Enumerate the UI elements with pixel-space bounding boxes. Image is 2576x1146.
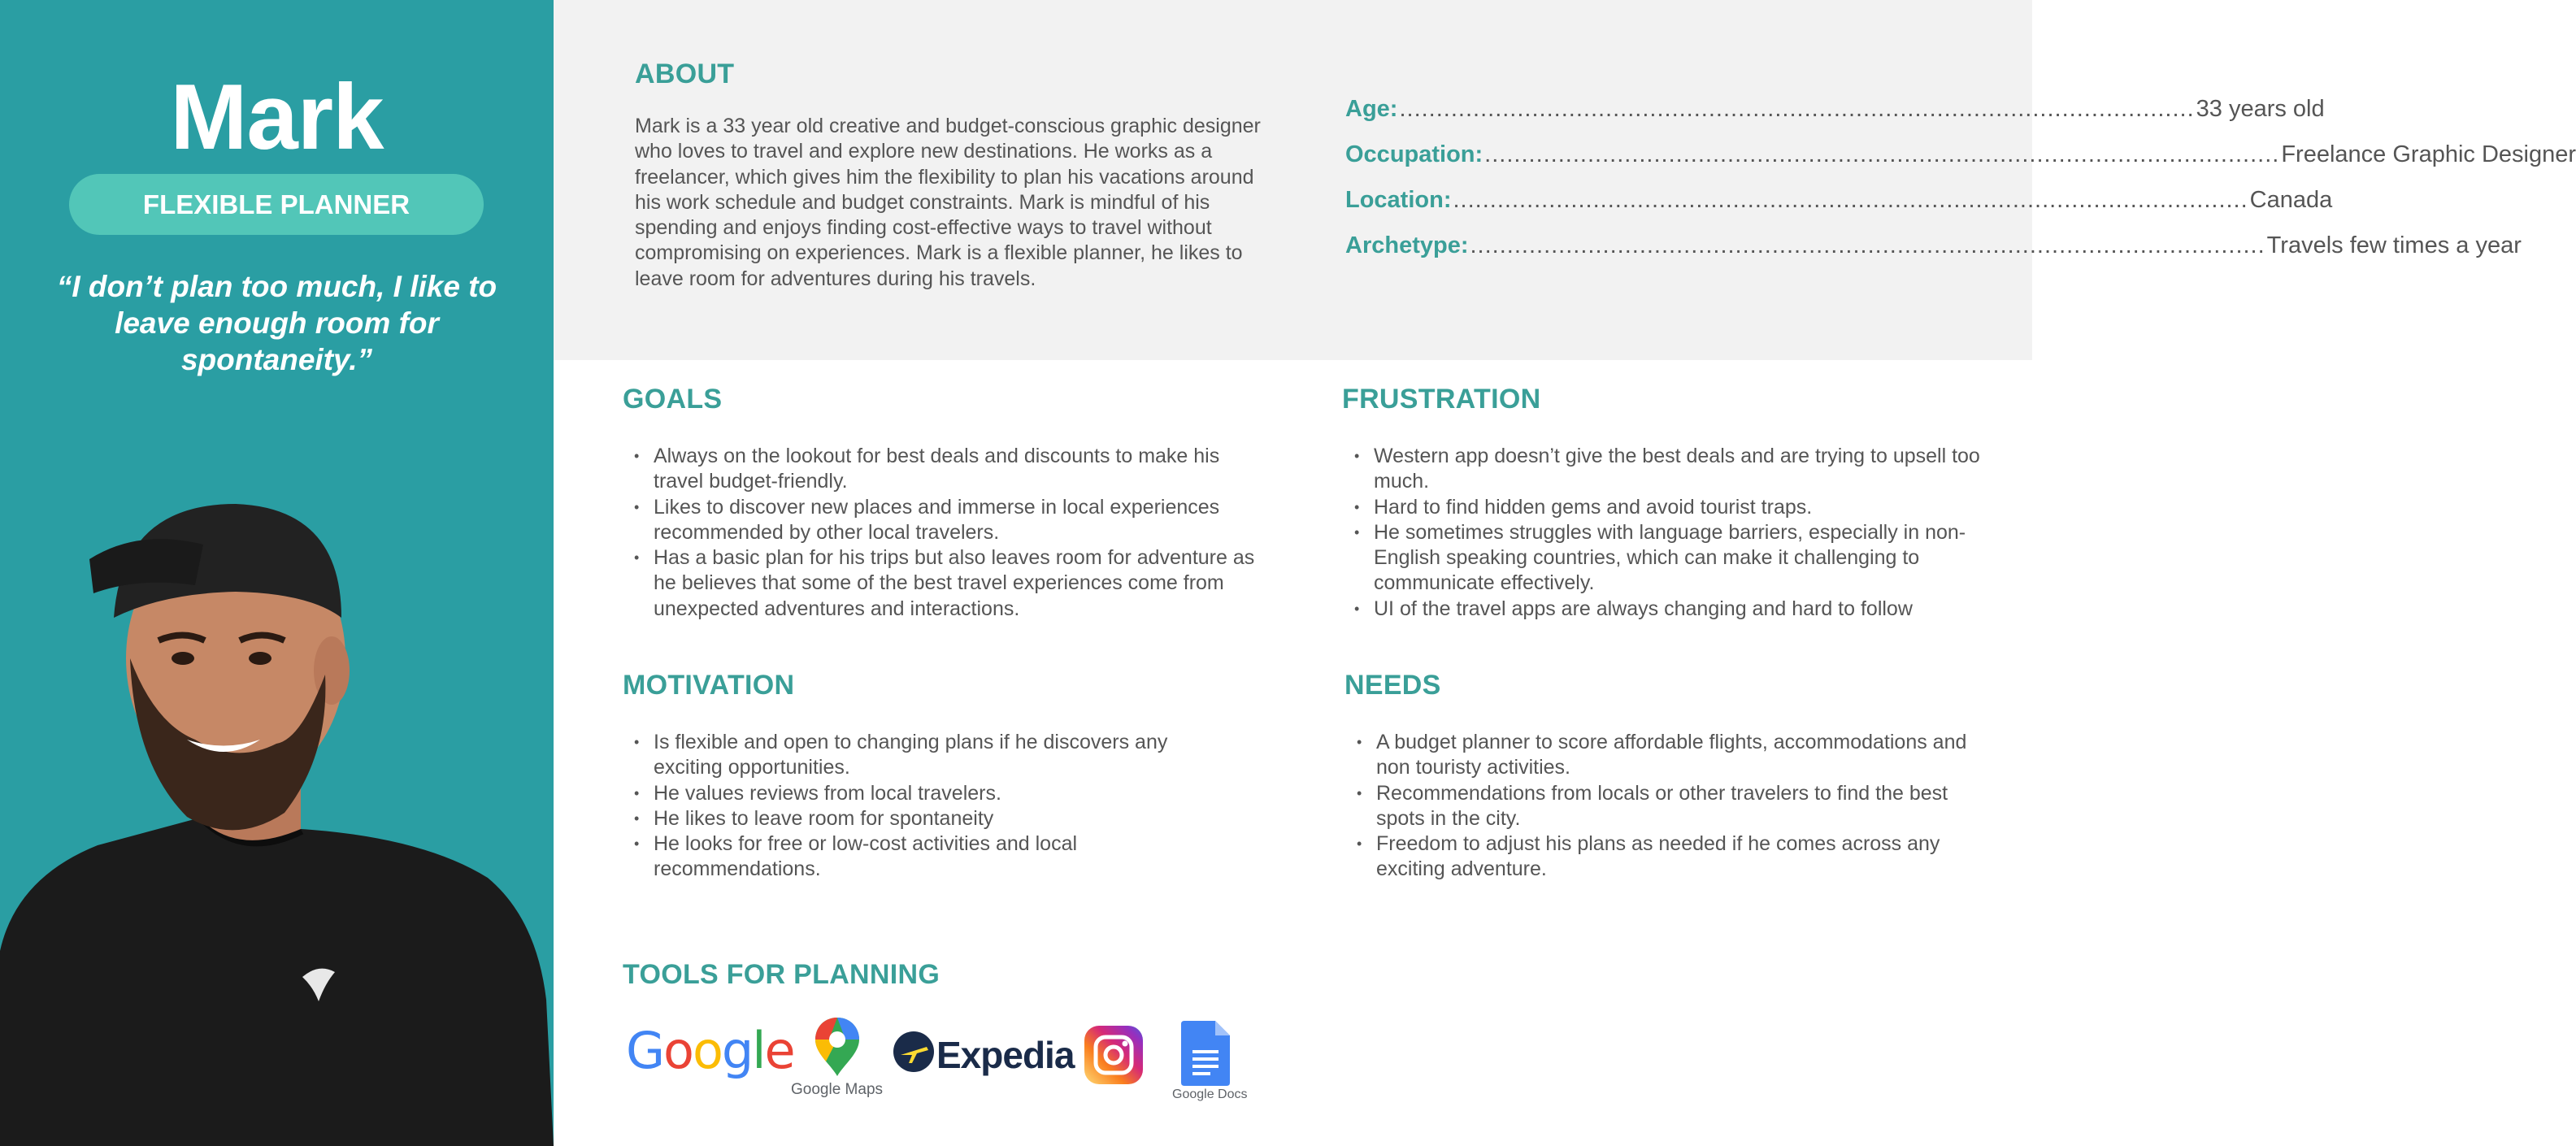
- list-item: • Freedom to adjust his plans as needed if he comes across any exciting adventure.: [1357, 831, 1999, 883]
- list-item: • He sometimes struggles with language barriers, especially in non-English speaking countries, which can make it challenging to communicate effectively.: [1354, 520, 1988, 597]
- persona-quote: “I don’t plan too much, I like to leave enough room for spontaneity.”: [56, 270, 497, 376]
- fact-archetype: [1345, 232, 2522, 278]
- leader-dots: ............................................................................................................: [1453, 187, 2248, 213]
- motivation-heading: MOTIVATION: [623, 670, 795, 701]
- persona-type-badge: FLEXIBLE PLANNER: [69, 174, 484, 235]
- fact-value: Canada: [2249, 187, 2333, 213]
- fact-age: [1345, 96, 2325, 141]
- leader-dots: ............................................................................................................: [1470, 232, 2265, 258]
- list-item: • Likes to discover new places and immerse in local experiences recommended by other local travelers.: [634, 495, 1268, 546]
- list-item: • Hard to find hidden gems and avoid tourist traps.: [1354, 495, 1988, 520]
- google-maps-caption: Google Maps: [791, 1081, 884, 1098]
- fact-label: Archetype:: [1345, 232, 1469, 258]
- list-item: • Has a basic plan for his trips but also leaves room for adventure as he believes that some of the best travel experiences come from unexpected adventures and interactions.: [634, 545, 1268, 622]
- google-logo: Google: [626, 1021, 794, 1080]
- needs-list: [1357, 730, 1999, 883]
- google-docs-icon: [1181, 1021, 1230, 1086]
- leader-dots: ............................................................................................................: [1399, 96, 2195, 122]
- list-item: • A budget planner to score affordable flights, accommodations and non touristy activities.: [1357, 730, 1999, 781]
- fact-value: 33 years old: [2196, 96, 2325, 122]
- fact-label: Occupation:: [1345, 141, 1483, 167]
- about-heading: ABOUT: [635, 59, 735, 89]
- persona-facts: [1345, 96, 2576, 278]
- list-item: • He values reviews from local travelers.: [634, 781, 1236, 806]
- about-text: Mark is a 33 year old creative and budget-conscious graphic designer who loves to travel and explore new destinations. He works as a freelancer, which gives him the flexibility to plan his vacations around his work schedule and budget constraints. Mark is mindful of his spending and enjoys finding cost-effective ways to travel without compromising on experiences. Mark is a flexible planner, he likes to leave room for adventures during his travels.: [635, 115, 1261, 290]
- list-item: • Recommendations from locals or other travelers to find the best spots in the city.: [1357, 781, 1999, 832]
- list-item: • Western app doesn’t give the best deals and are trying to upsell too much.: [1354, 444, 1988, 495]
- persona-portrait: [0, 496, 554, 1146]
- goals-list: [634, 444, 1268, 622]
- expedia-icon: [893, 1031, 935, 1073]
- list-item: • He looks for free or low-cost activities and local recommendations.: [634, 831, 1236, 883]
- fact-location: [1345, 187, 2333, 232]
- list-item: • Always on the lookout for best deals and discounts to make his travel budget-friendly.: [634, 444, 1268, 495]
- leader-dots: ............................................................................................................: [1484, 141, 2280, 167]
- persona-sidebar: [0, 0, 554, 1146]
- google-docs-caption: Google Docs: [1172, 1087, 1248, 1101]
- needs-heading: NEEDS: [1344, 670, 1441, 701]
- instagram-icon: [1084, 1026, 1143, 1084]
- motivation-list: [634, 730, 1236, 883]
- expedia-logo: Expedia: [936, 1034, 1075, 1076]
- fact-label: Age:: [1345, 96, 1398, 122]
- persona-name: Mark: [170, 66, 384, 169]
- frustration-list: [1354, 444, 1988, 622]
- fact-occupation: [1345, 141, 2576, 187]
- goals-heading: GOALS: [623, 384, 723, 415]
- fact-label: Location:: [1345, 187, 1452, 213]
- tools-heading: TOOLS FOR PLANNING: [623, 959, 940, 990]
- google-maps-icon: [813, 1016, 862, 1078]
- fact-value: Freelance Graphic Designer: [2281, 141, 2576, 167]
- list-item: • He likes to leave room for spontaneity: [634, 806, 1236, 831]
- list-item: • Is flexible and open to changing plans if he discovers any exciting opportunities.: [634, 730, 1236, 781]
- frustration-heading: FRUSTRATION: [1342, 384, 1541, 415]
- fact-value: Travels few times a year: [2266, 232, 2522, 258]
- list-item: • UI of the travel apps are always changing and hard to follow: [1354, 597, 1988, 622]
